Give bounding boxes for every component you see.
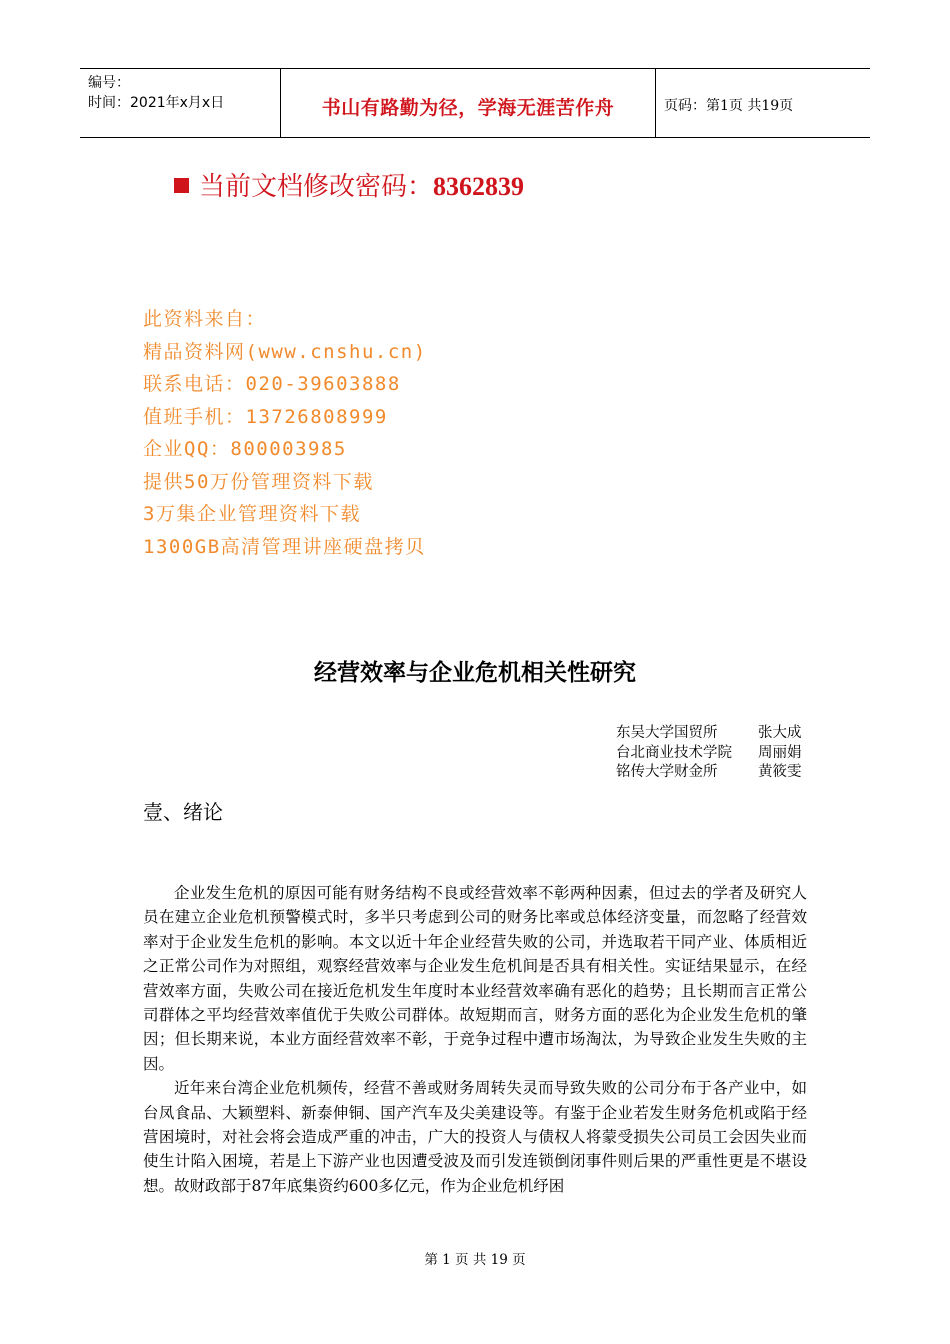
source-info-block <box>143 303 427 563</box>
source-info-line: 提供50万份管理资料下载 <box>143 470 374 493</box>
section-heading: 壹、绪论 <box>143 800 223 824</box>
author-row <box>616 763 802 783</box>
header-table <box>80 68 870 138</box>
author-affiliation: 铭传大学财金所 <box>616 764 718 780</box>
header-center-cell <box>280 69 656 137</box>
source-info-line: 企业QQ：800003985 <box>143 438 347 460</box>
red-square-bullet-icon <box>174 178 189 193</box>
source-info-line: 1300GB高清管理讲座硬盘拷贝 <box>143 535 426 558</box>
author-row <box>616 724 802 744</box>
source-info-line: 精品资料网(www.cnshu.cn) <box>143 340 427 363</box>
page-footer: 第 1 页 共 19 页 <box>424 1252 526 1268</box>
header-motto: 书山有路勤为径，学海无涯苦作舟 <box>321 97 615 119</box>
author-name: 张大成 <box>758 725 802 741</box>
author-affiliation: 东吴大学国贸所 <box>616 725 718 741</box>
document-code-label: 编号： <box>88 75 130 91</box>
author-list <box>616 724 802 783</box>
password-label: 当前文档修改密码： <box>199 172 434 202</box>
source-info-line: 此资料来自： <box>143 308 267 330</box>
author-row <box>616 744 802 764</box>
author-affiliation: 台北商业技术学院 <box>616 744 732 761</box>
document-time-label: 时间：2021年x月x日 <box>88 95 225 111</box>
author-name: 周丽娟 <box>758 744 802 761</box>
body-paragraph: 企业发生危机的原因可能有财务结构不良或经营效率不彰两种因素，但过去的学者及研究人员在建立企业危机预警模式时，多半只考虑到公司的财务比率或总体经济变量，而忽略了经营效率对于企业发生危机的影响。本文以近十年企业经营失败的公司，并选取若干同产业、体质相近之正常公司作为对照组，观察经营效率与企业发生危机间是否具有相关性。实证结果显示，在经营效率方面，失败公司在接近危机发生年度时本业经营效率确有恶化的趋势；且长期而言正常公司群体之平均经营效率值优于失败公司群体。故短期而言，财务方面的恶化为企业发生危机的肇因；但长期来说，本业方面经营效率不彰，于竞争过程中遭市场淘汰，为导致企业发生失败的主因。 <box>143 884 807 1073</box>
document-title: 经营效率与企业危机相关性研究 <box>314 659 636 686</box>
source-info-line: 联系电话：020-39603888 <box>143 373 401 395</box>
password-value: 8362839 <box>433 172 525 201</box>
header-right-cell <box>656 69 870 137</box>
source-info-line: 3万集企业管理资料下载 <box>143 503 361 525</box>
body-paragraph: 近年来台湾企业危机频传，经营不善或财务周转失灵而导致失败的公司分布于各产业中，如台凤食品、大颖塑料、新泰伸铜、国产汽车及尖美建设等。有鉴于企业若发生财务危机或陷于经营困境时，对社会将会造成严重的冲击，广大的投资人与债权人将蒙受损失公司员工会因失业而使生计陷入困境，若是上下游产业也因遭受波及而引发连锁倒闭事件则后果的严重性更是不堪设想。故财政部于87年底集资约600多亿元，作为企业危机纾困 <box>143 1079 807 1195</box>
author-name: 黄筱雯 <box>758 764 802 780</box>
source-info-line: 值班手机：13726808999 <box>143 405 388 428</box>
header-page-indicator: 页码：第1页 共19页 <box>664 98 794 114</box>
body-text <box>143 881 807 1198</box>
header-left-cell <box>80 69 280 137</box>
password-notice <box>174 166 524 203</box>
